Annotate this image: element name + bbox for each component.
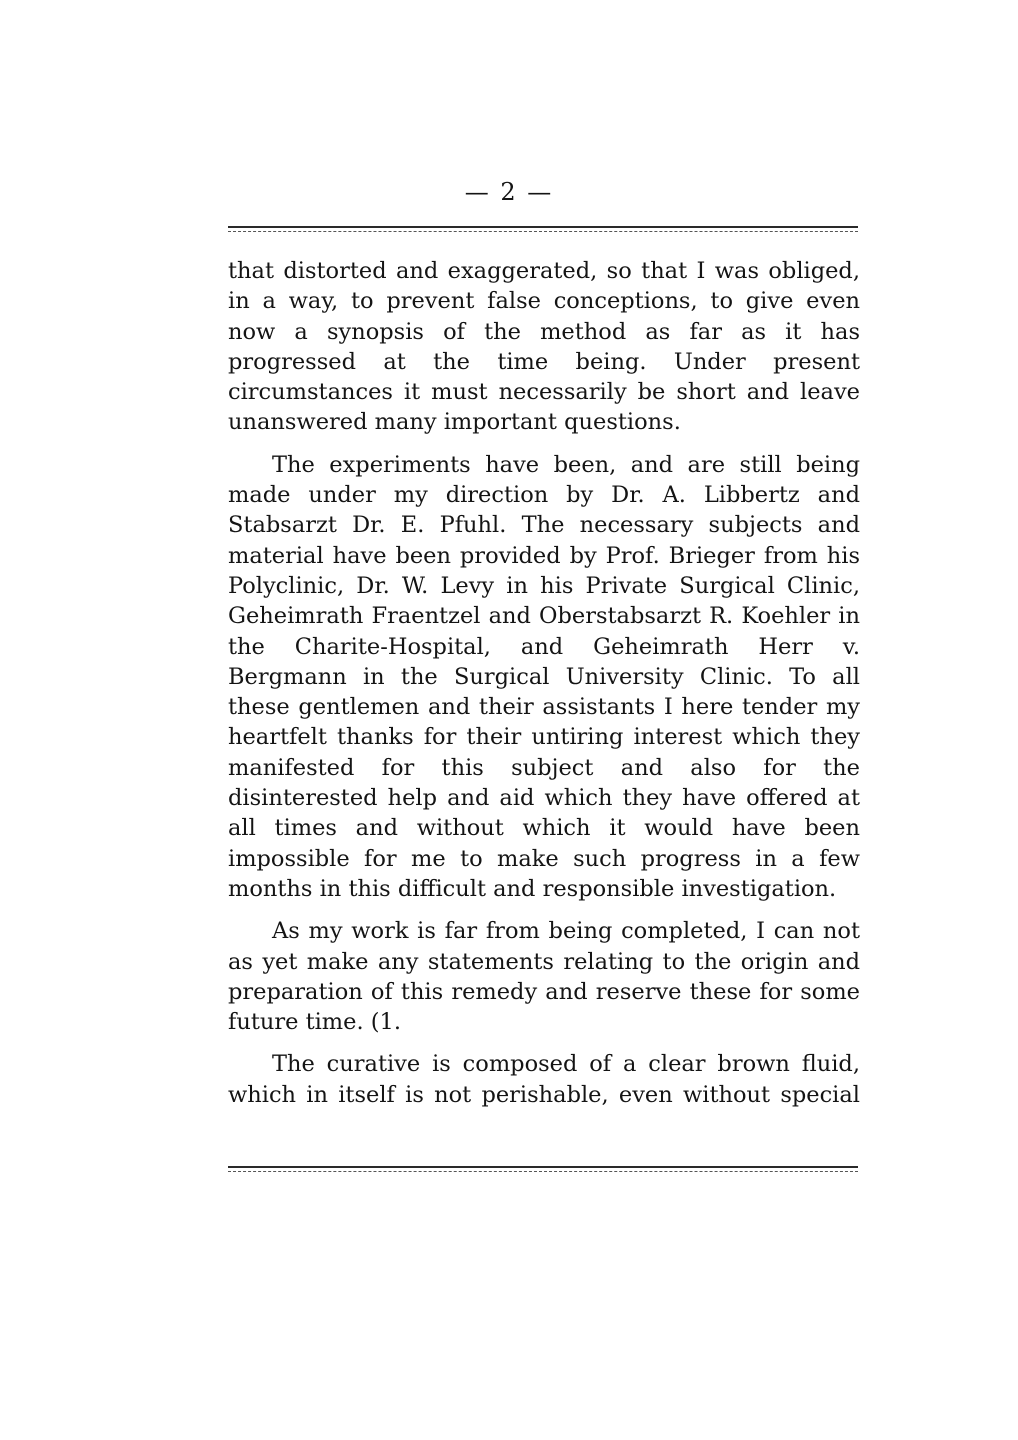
- paragraph-continuation: that distorted and exaggerated, so that I was obliged, in a way, to prevent false conceptions, to give even now a synopsis of the method as far as it has progressed at the time being. Under present circumstances it must necessarily be short and leave unanswered many important questions.: [228, 258, 860, 436]
- header-rule-secondary: [228, 231, 858, 232]
- paragraph-work-incomplete: As my work is far from being completed, I can not as yet make any statements relating to the origin and preparation of this remedy and reserve these for some future time. (1.: [228, 918, 860, 1036]
- paragraph-curative: The curative is composed of a clear brown fluid, which in itself is not perishable, even without special: [228, 1051, 860, 1108]
- footer-rule-secondary: [228, 1171, 858, 1172]
- body-text: [228, 256, 860, 1110]
- page-number: — 2 —: [464, 178, 554, 206]
- header-rule: [228, 226, 858, 228]
- footer-rule: [228, 1166, 858, 1168]
- paragraph-experiments: The experiments have been, and are still being made under my direction by Dr. A. Libbertz and Stabsarzt Dr. E. Pfuhl. The necessary subjects and material have been provided by Prof. Brieger from his Polyclinic, Dr. W. Levy in his Private Surgical Clinic, Geheimrath Fraentzel and Oberstabsarzt R. Koehler in the Charite-Hospital, and Geheimrath Herr v. Bergmann in the Surgical University Clinic. To all these gentlemen and their assistants I here tender my heartfelt thanks for their untiring interest which they manifested for this subject and also for the disinterested help and aid which they have offered at all times and without which it would have been impossible for me to make such progress in a few months in this difficult and responsible investigation.: [228, 451, 860, 902]
